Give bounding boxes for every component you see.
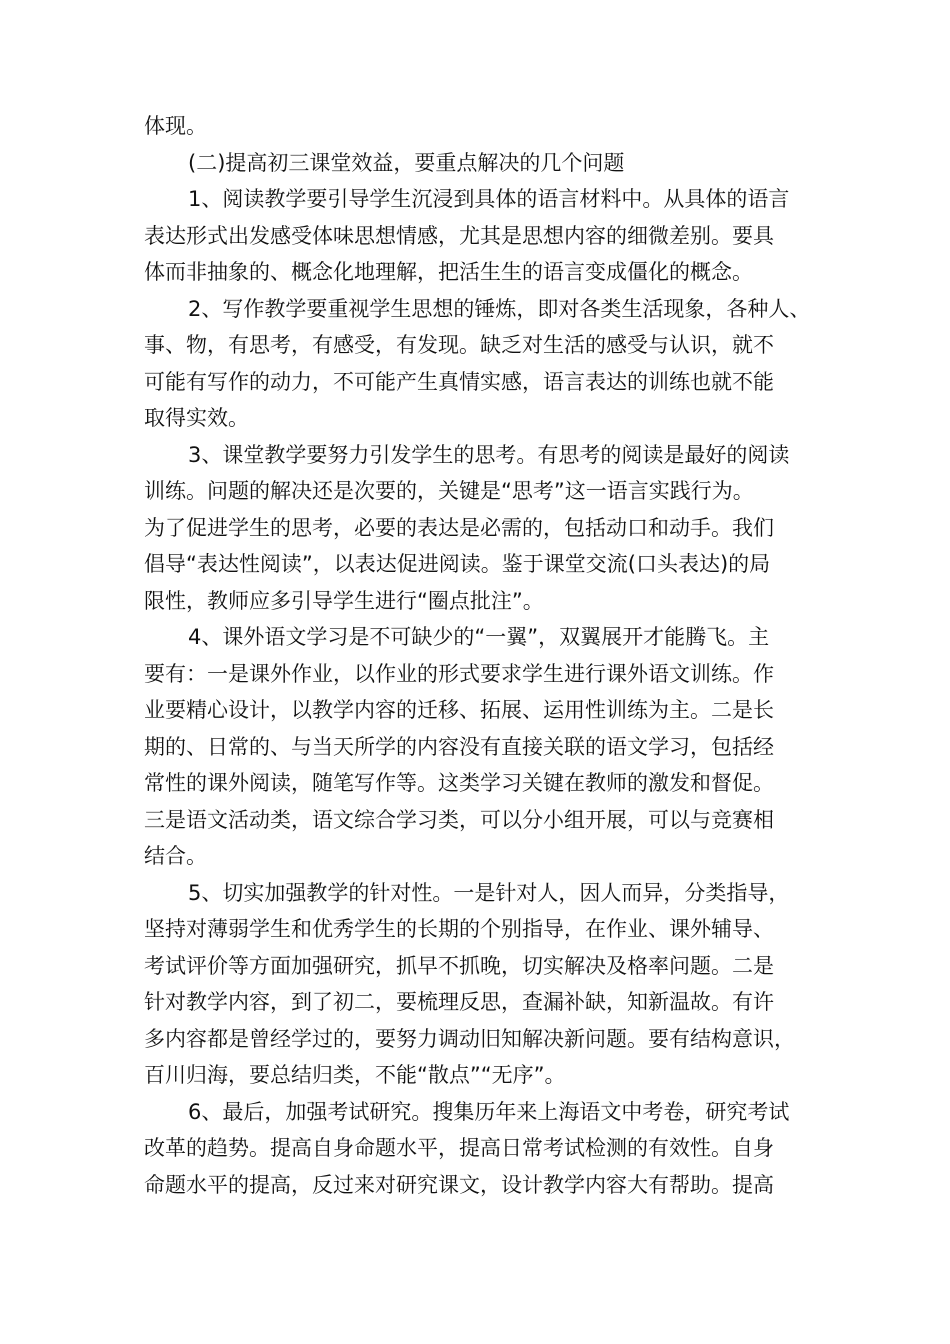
text-line: 4、课外语文学习是不可缺少的“一翼”，双翼展开才能腾飞。主 — [188, 625, 770, 649]
text-line: 为了促进学生的思考，必要的表达是必需的，包括动口和动手。我们 — [144, 515, 774, 540]
text-line: 多内容都是曾经学过的，要努力调动旧知解决新问题。要有结构意识， — [144, 1026, 795, 1051]
text-line: 倡导“表达性阅读”，以表达促进阅读。鉴于课堂交流(口头表达)的局 — [144, 552, 771, 576]
text-line: 考试评价等方面加强研究，抓早不抓晚，切实解决及格率问题。二是 — [144, 953, 774, 978]
text-line: 体而非抽象的、概念化地理解，把活生生的语言变成僵化的概念。 — [144, 260, 753, 284]
text-line: 常性的课外阅读，随笔写作等。这类学习关键在教师的激发和督促。 — [144, 771, 774, 795]
text-line: 取得实效。 — [144, 406, 249, 430]
text-line: 3、课堂教学要努力引发学生的思考。有思考的阅读是最好的阅读 — [188, 442, 790, 467]
text-line: 体现。 — [144, 114, 207, 138]
text-line: 命题水平的提高，反过来对研究课文，设计教学内容大有帮助。提高 — [144, 1172, 774, 1197]
text-line: 6、最后，加强考试研究。搜集历年来上海语文中考卷，研究考试 — [188, 1099, 790, 1124]
text-line: 2、写作教学要重视学生思想的锤炼，即对各类生活现象，各种人、 — [188, 296, 811, 321]
body-text — [144, 108, 834, 1203]
text-line: 改革的趋势。提高自身命题水平，提高日常考试检测的有效性。自身 — [144, 1136, 774, 1160]
text-line: 期的、日常的、与当天所学的内容没有直接关联的语文学习，包括经 — [144, 734, 774, 759]
text-line: 表达形式出发感受体味思想情感，尤其是思想内容的细微差别。要具 — [144, 223, 774, 248]
text-line: 百川归海，要总结归类，不能“散点”“无序”。 — [144, 1063, 566, 1087]
text-line: 坚持对薄弱学生和优秀学生的长期的个别指导，在作业、课外辅导、 — [144, 917, 774, 941]
text-line: 可能有写作的动力，不可能产生真情实感，语言表达的训练也就不能 — [144, 369, 774, 394]
text-line: 业要精心设计，以教学内容的迁移、拓展、运用性训练为主。二是长 — [144, 698, 774, 722]
text-line: 针对教学内容，到了初二，要梳理反思，查漏补缺，知新温故。有许 — [144, 990, 774, 1014]
text-line: 要有：一是课外作业，以作业的形式要求学生进行课外语文训练。作 — [144, 661, 774, 686]
text-line: 训练。问题的解决还是次要的，关键是“思考”这一语言实践行为。 — [144, 479, 754, 503]
text-line: 限性，教师应多引导学生进行“圈点批注”。 — [144, 588, 544, 613]
text-line: 结合。 — [144, 844, 207, 868]
text-line: 事、物，有思考，有感受，有发现。缺乏对生活的感受与认识，就不 — [144, 333, 774, 357]
text-line: 5、切实加强教学的针对性。一是针对人，因人而异，分类指导， — [188, 880, 790, 905]
text-line: 三是语文活动类，语文综合学习类，可以分小组开展，可以与竞赛相 — [144, 807, 774, 832]
section-heading: (二)提高初三课堂效益，要重点解决的几个问题 — [188, 150, 625, 175]
text-line: 1、阅读教学要引导学生沉浸到具体的语言材料中。从具体的语言 — [188, 187, 790, 211]
